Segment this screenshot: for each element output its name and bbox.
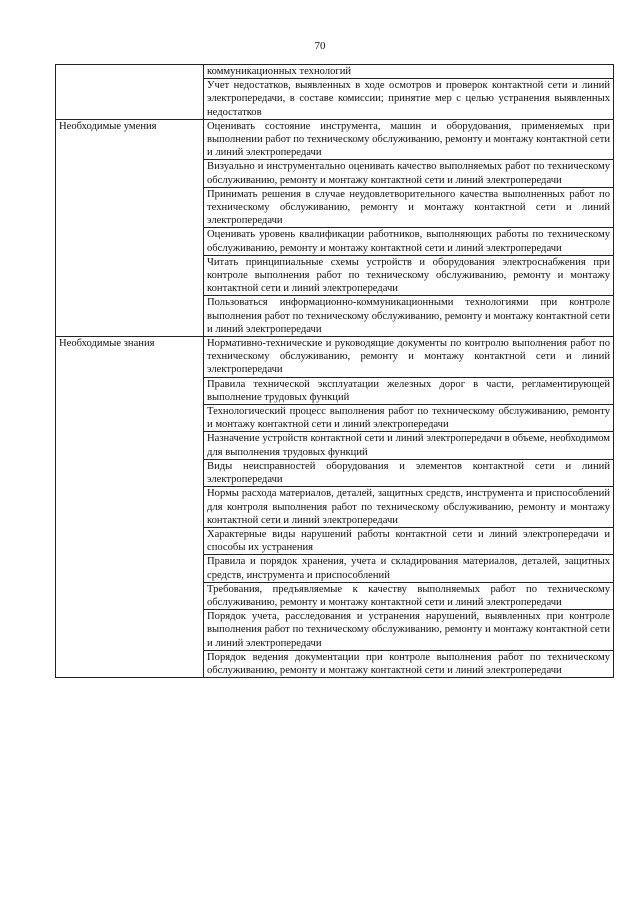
empty-label-cell: [56, 65, 204, 120]
requirements-table: [55, 64, 614, 678]
skill-item: Оценивать состояние инструмента, машин и оборудования, применяемых при выполнении работ по техническому обслуживанию, ремонту и монтажу контактной сети и линий электропередачи: [204, 119, 614, 160]
page-number: 70: [314, 40, 326, 52]
skills-label: Необходимые умения: [56, 119, 204, 336]
skill-item: Пользоваться информационно-коммуникационными технологиями при контроле выполнения работ по техническому обслуживанию, ремонту и монтажу контактной сети и линий электропередачи: [204, 296, 614, 337]
knowledge-item: Нормативно-технические и руководящие документы по контролю выполнения работ по техническому обслуживанию, ремонту и монтажу контактной сети и линий электропередачи: [204, 337, 614, 378]
row-description: коммуникационных технологий: [204, 65, 614, 79]
skill-item: Читать принципиальные схемы устройств и оборудования электроснабжения при контроле выполнения работ по техническому обслуживанию, ремонту и монтажу контактной сети и линий электропередачи: [204, 255, 614, 296]
table-row: [56, 65, 614, 79]
row-description: Учет недостатков, выявленных в ходе осмотров и проверок контактной сети и линий электропередачи, в составе комиссии; принятие мер с целью устранения выявленных недостатков: [204, 79, 614, 120]
knowledge-item: Нормы расхода материалов, деталей, защитных средств, инструмента и приспособлений для контроля выполнения работ по техническому обслуживанию, ремонту и монтажу контактной сети и линий электропередачи: [204, 487, 614, 528]
knowledge-item: Характерные виды нарушений работы контактной сети и линий электропередачи и способы их устранения: [204, 527, 614, 554]
knowledge-item: Требования, предъявляемые к качеству выполняемых работ по техническому обслуживанию, ремонту и монтажу контактной сети и линий электропередачи: [204, 582, 614, 609]
table-row: [56, 119, 614, 160]
knowledge-label: Необходимые знания: [56, 337, 204, 678]
skill-item: Визуально и инструментально оценивать качество выполняемых работ по техническому обслуживанию, ремонту и монтажу контактной сети и линий электропередачи: [204, 160, 614, 187]
skill-item: Оценивать уровень квалификации работников, выполняющих работы по техническому обслуживанию, ремонту и монтажу контактной сети и линий электропередачи: [204, 228, 614, 255]
knowledge-item: Порядок ведения документации при контроле выполнения работ по техническому обслуживанию, ремонту и монтажу контактной сети и линий электропередачи: [204, 650, 614, 677]
knowledge-item: Виды неисправностей оборудования и элементов контактной сети и линий электропередачи: [204, 459, 614, 486]
knowledge-item: Назначение устройств контактной сети и линий электропередачи в объеме, необходимом для выполнения трудовых функций: [204, 432, 614, 459]
knowledge-item: Правила и порядок хранения, учета и складирования материалов, деталей, защитных средств, инструмента и приспособлений: [204, 555, 614, 582]
knowledge-item: Правила технической эксплуатации железных дорог в части, регламентирующей выполнение трудовых функций: [204, 377, 614, 404]
knowledge-item: Технологический процесс выполнения работ по техническому обслуживанию, ремонту и монтажу контактной сети и линий электропередачи: [204, 405, 614, 432]
skill-item: Принимать решения в случае неудовлетворительного качества выполненных работ по техническому обслуживанию, ремонту и монтажу контактной сети и линий электропередачи: [204, 187, 614, 228]
knowledge-item: Порядок учета, расследования и устранения нарушений, выявленных при контроле выполнения работ по техническому обслуживанию, ремонту и монтажу контактной сети и линий электропередачи: [204, 610, 614, 651]
table-row: [56, 337, 614, 378]
